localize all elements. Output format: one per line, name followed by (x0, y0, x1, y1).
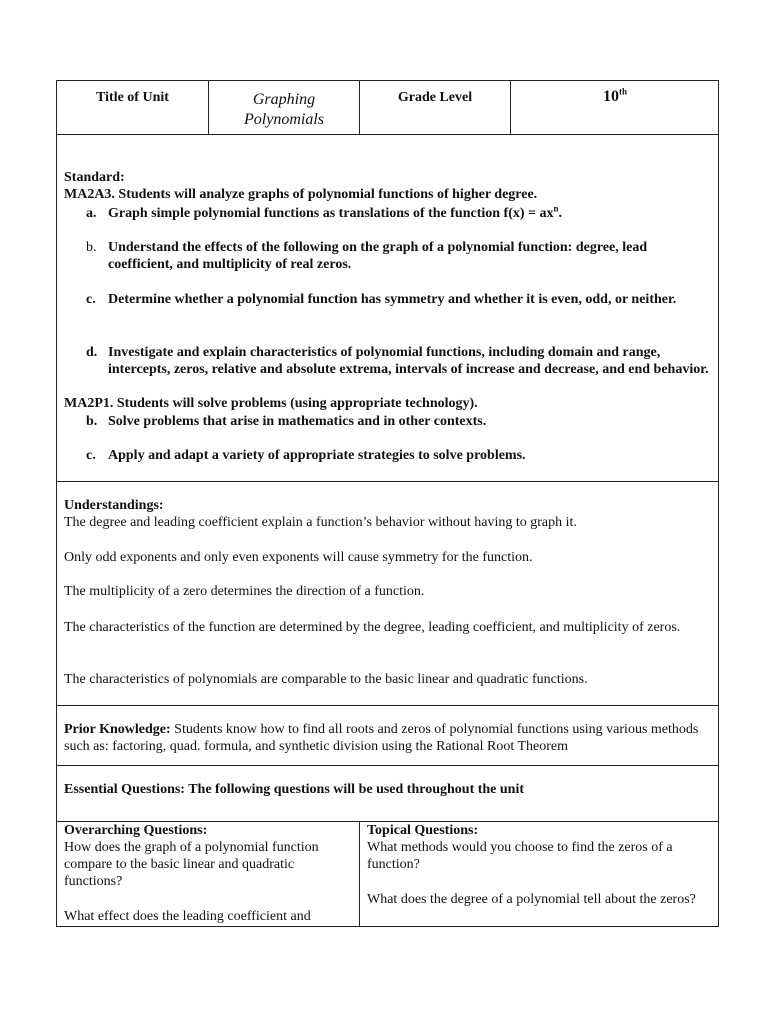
topical-question: What methods would you choose to find the zeros of a function? (367, 840, 673, 872)
standard-item-c (86, 291, 696, 325)
prior-knowledge (64, 721, 714, 755)
unit-title-line1: Graphing (252, 91, 316, 108)
standard-ma2p1: MA2P1. Students will solve problems (using appropriate technology). (64, 396, 478, 411)
standard-item-p-c (86, 447, 716, 464)
standard-ma2a3: MA2A3. Students will analyze graphs of polynomial functions of higher degree. (64, 187, 538, 202)
overarching-question: What effect does the leading coefficient and (64, 909, 311, 924)
item-text: Investigate and explain characteristics of polynomial functions, including domain and range, intercepts, zeros, relative and absolute extrema, intervals of increase and decrease, and end behavior. (108, 345, 709, 377)
prior-knowledge-label: Prior Knowledge: (64, 722, 171, 737)
standard-item-d (86, 344, 716, 395)
standard-item-b (86, 239, 696, 273)
grade-number: 10 (602, 88, 619, 105)
questions-divider (359, 821, 360, 927)
understanding-item: The degree and leading coefficient explain a function’s behavior without having to graph it. (64, 515, 577, 530)
item-marker: b. (86, 414, 98, 429)
understanding-item: The characteristics of polynomials are comparable to the basic linear and quadratic functions. (64, 672, 588, 687)
grade-level-value (511, 88, 719, 105)
item-marker: c. (86, 448, 96, 463)
standard-item-a (86, 205, 716, 222)
topical-question: What does the degree of a polynomial tell about the zeros? (367, 892, 696, 907)
topical-heading: Topical Questions: (367, 823, 479, 838)
title-of-unit-label: Title of Unit (96, 90, 169, 105)
grade-level-label: Grade Level (397, 90, 473, 105)
item-text: Solve problems that arise in mathematics and in other contexts. (108, 414, 487, 429)
overarching-heading: Overarching Questions: (64, 823, 208, 838)
item-marker: a. (86, 206, 97, 221)
overarching-question: How does the graph of a polynomial function compare to the basic linear and quadratic functions? (64, 840, 319, 889)
understandings-heading: Understandings: (64, 498, 164, 513)
item-text: Apply and adapt a variety of appropriate strategies to solve problems. (108, 448, 526, 463)
understanding-item: The characteristics of the function are determined by the degree, leading coefficient, and multiplicity of zeros. (64, 620, 681, 635)
item-text: Graph simple polynomial functions as translations of the function $f(x) = ax^n$. (108, 203, 563, 221)
standard-heading: Standard: (64, 170, 125, 185)
item-marker: b. (86, 240, 97, 255)
unit-title-line2: Polynomials (244, 111, 324, 128)
understanding-item: Only odd exponents and only even exponents will cause symmetry for the function. (64, 550, 533, 565)
essential-questions-heading: Essential Questions: The following questions will be used throughout the unit (64, 782, 525, 797)
section-divider (56, 765, 719, 766)
item-text: Determine whether a polynomial function has symmetry and whether it is even, odd, or neither. (108, 292, 677, 307)
standard-item-p-b (86, 413, 716, 430)
item-marker: d. (86, 345, 98, 360)
understanding-item: The multiplicity of a zero determines the direction of a function. (64, 584, 425, 599)
section-divider (56, 481, 719, 482)
section-divider (56, 705, 719, 706)
item-text: Understand the effects of the following on the graph of a polynomial function: degree, lead coefficient, and multiplicity of real zeros. (108, 240, 648, 272)
grade-suffix: th (618, 86, 627, 97)
item-marker: c. (86, 292, 96, 307)
prior-knowledge-text: Students know how to find all roots and zeros of polynomial functions using various methods such as: factoring, quad. formula, and synthetic division using the Rational Root Theorem (64, 722, 699, 754)
